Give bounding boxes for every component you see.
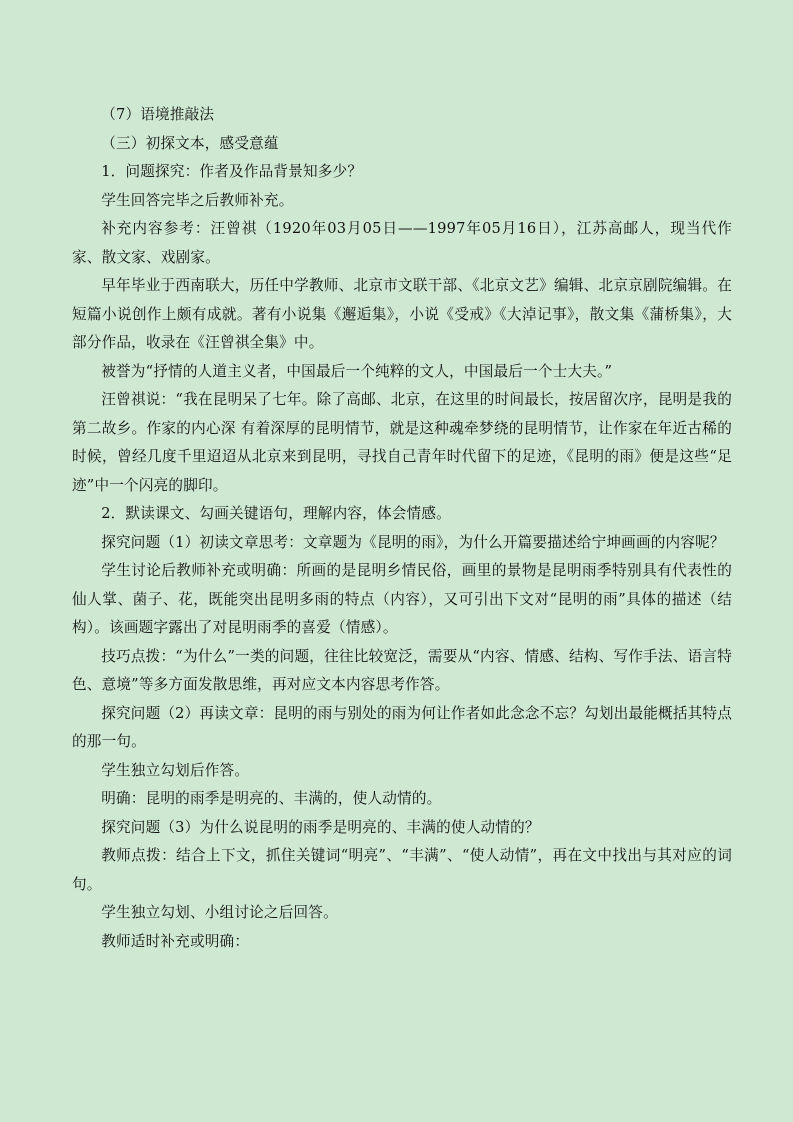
question-2: 2．默读课文、勾画关键语句，理解内容，体会情感。 <box>101 505 451 522</box>
paragraph-author-quote: 汪曾祺说：“我在昆明呆了七年。除了高邮、北京，在这里的时间最长，按居留次序，昆明是我的第二故乡。作家的内心深 有着深厚的昆明情节，就是这种魂牵梦绕的昆明情节，让作家在年近古稀的时候，曾经几度千里迢迢从北京来到昆明，寻找自己青年时代留下的足迹，《昆明的雨》便是这些“足迹”中一个闪亮的脚印。 <box>72 391 732 494</box>
paragraph-author-praise: 被誉为“抒情的人道主义者，中国最后一个纯粹的文人，中国最后一个士大夫。” <box>101 362 613 380</box>
document-body <box>72 101 732 956</box>
inquiry-question-1: 探究问题（1）初读文章思考：文章题为《昆明的雨》，为什么开篇要描述给宁坤画画的内容呢？ <box>101 533 725 551</box>
paragraph-student-marking: 学生独立勾划后作答。 <box>101 761 250 779</box>
inquiry-question-2: 探究问题（2）再读文章：昆明的雨与别处的雨为何让作者如此念念不忘？勾划出最能概括其特点的那一句。 <box>72 704 733 750</box>
paragraph-student-answer: 学生回答完毕之后教师补充。 <box>101 191 294 209</box>
paragraph-teacher-tip: 教师点拨：结合上下文，抓住关键词“明亮”、“丰满”、“使人动情”，再在文中找出与其对应的词句。 <box>72 847 732 893</box>
section-heading-3: （三）初探文本，感受意蕴 <box>101 134 279 152</box>
paragraph-technique-tip: 技巧点拨：“为什么”一类的问题，往往比较宽泛，需要从“内容、情感、结构、写作手法、语言特色、意境”等多方面发散思维，再对应文本内容思考作答。 <box>72 647 732 693</box>
paragraph-method-7: （7）语境推敲法 <box>101 106 215 123</box>
paragraph-teacher-supplement: 教师适时补充或明确： <box>101 932 250 950</box>
paragraph-author-career: 早年毕业于西南联大，历任中学教师、北京市文联干部、《北京文艺》编辑、北京京剧院编辑。在短篇小说创作上颇有成就。著有小说集《邂逅集》，小说《受戒》《大淖记事》，散文集《蒲桥集》，大部分作品，收录在《汪曾祺全集》中。 <box>72 277 732 351</box>
paragraph-clarification: 明确：昆明的雨季是明亮的、丰满的，使人动情的。 <box>101 790 442 807</box>
inquiry-question-3: 探究问题（3）为什么说昆明的雨季是明亮的、丰满的使人动情的？ <box>101 818 540 836</box>
question-1: 1．问题探究：作者及作品背景知多少？ <box>101 163 363 180</box>
paragraph-supplement-reference: 补充内容参考：汪曾祺（1920年03月05日——1997年05月16日），江苏高邮人，现当代作家、散文家、戏剧家。 <box>72 220 732 266</box>
paragraph-group-discussion: 学生独立勾划、小组讨论之后回答。 <box>101 904 338 921</box>
paragraph-discussion-answer: 学生讨论后教师补充或明确：所画的是昆明乡情民俗，画里的景物是昆明雨季特别具有代表性的仙人掌、菌子、花，既能突出昆明多雨的特点（内容），又可引出下文对“昆明的雨”具体的描述（结构）。该画题字露出了对昆明雨季的喜爱（情感）。 <box>72 562 732 636</box>
